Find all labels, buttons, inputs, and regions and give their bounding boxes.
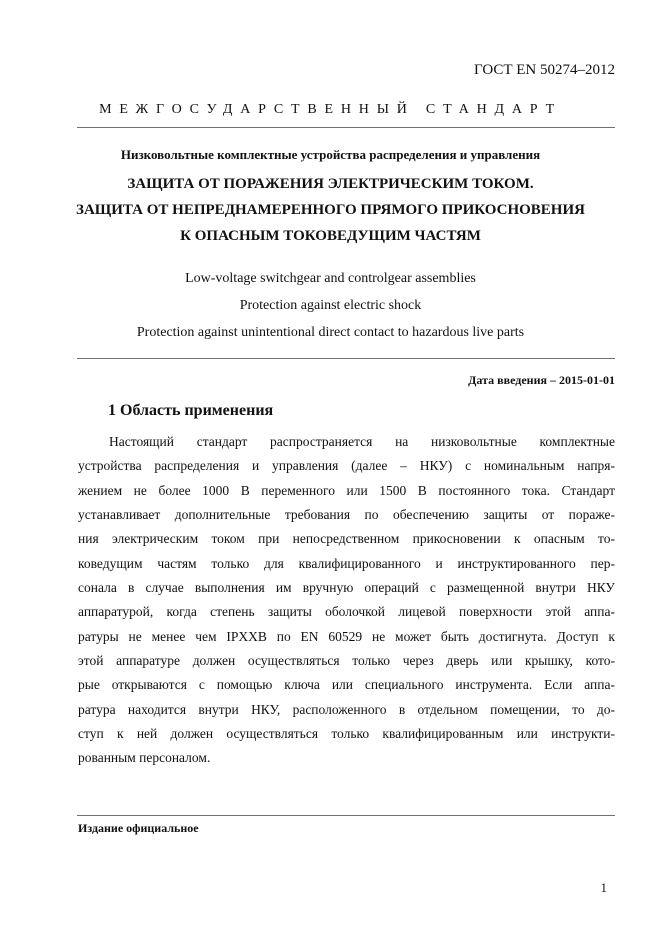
footer-divider xyxy=(77,815,615,816)
section-heading: 1 Область применения xyxy=(108,402,274,419)
english-title-line: Low-voltage switchgear and controlgear assemblies xyxy=(185,271,476,286)
body-line: рые открываются с помощью ключа или специального инструмента. Если аппа- xyxy=(78,677,615,693)
section-body xyxy=(78,430,615,771)
body-line: жением не более 1000 В переменного или 1500 В постоянного тока. Стандарт xyxy=(78,482,615,498)
body-line: Настоящий стандарт распространяется на низковольтные комплектные xyxy=(109,434,615,449)
body-line: ния электрическим током при непосредственном прикосновении к опасным то- xyxy=(78,531,615,547)
document-title xyxy=(0,171,661,249)
document-subtitle: Низковольтные комплектные устройства распределения и управления xyxy=(120,147,541,162)
body-line: этой аппаратуре должен осуществляться только через дверь или крышку, кото- xyxy=(78,653,615,669)
title-line: ЗАЩИТА ОТ НЕПРЕДНАМЕРЕННОГО ПРЯМОГО ПРИКОСНОВЕНИЯ xyxy=(76,202,585,218)
body-line: ступ к ней должен осуществляться только квалифицированным или инструкти- xyxy=(78,726,615,742)
title-line: К ОПАСНЫМ ТОКОВЕДУЩИМ ЧАСТЯМ xyxy=(180,228,481,244)
title-line: ЗАЩИТА ОТ ПОРАЖЕНИЯ ЭЛЕКТРИЧЕСКИМ ТОКОМ. xyxy=(127,176,534,192)
english-title-line: Protection against electric shock xyxy=(239,298,422,313)
standard-label: МЕЖГОСУДАРСТВЕННЫЙ СТАНДАРТ xyxy=(99,102,562,117)
document-number: ГОСТ EN 50274–2012 xyxy=(474,62,615,78)
body-line: коведущим частям только для квалифицированного и инструктированного пер- xyxy=(78,555,615,571)
body-line: ратура находится внутри НКУ, расположенного в отдельном помещении, то до- xyxy=(78,701,615,717)
body-line: сонала в случае выполнения им вручную операций с размещенной внутри НКУ xyxy=(78,580,615,596)
introduction-date: Дата введения – 2015-01-01 xyxy=(468,373,615,387)
page-number: 1 xyxy=(600,880,607,895)
english-title-line: Protection against unintentional direct contact to hazardous live parts xyxy=(136,325,525,340)
header-divider xyxy=(77,127,615,128)
body-line: устройства распределения и управления (далее – НКУ) с номинальным напря- xyxy=(78,458,615,474)
body-line: устанавливает дополнительные требования по обеспечению защиты от пораже- xyxy=(78,507,615,523)
body-line: ратуры не менее чем IPXXB по EN 60529 не может быть достигнута. Доступ к xyxy=(78,628,615,644)
body-line: рованным персоналом. xyxy=(78,750,211,766)
title-divider xyxy=(77,358,615,359)
edition-label: Издание официальное xyxy=(78,821,199,835)
english-title xyxy=(0,265,661,346)
body-line: аппаратурой, когда степень защиты оболочкой лицевой поверхности этой аппа- xyxy=(78,604,615,620)
